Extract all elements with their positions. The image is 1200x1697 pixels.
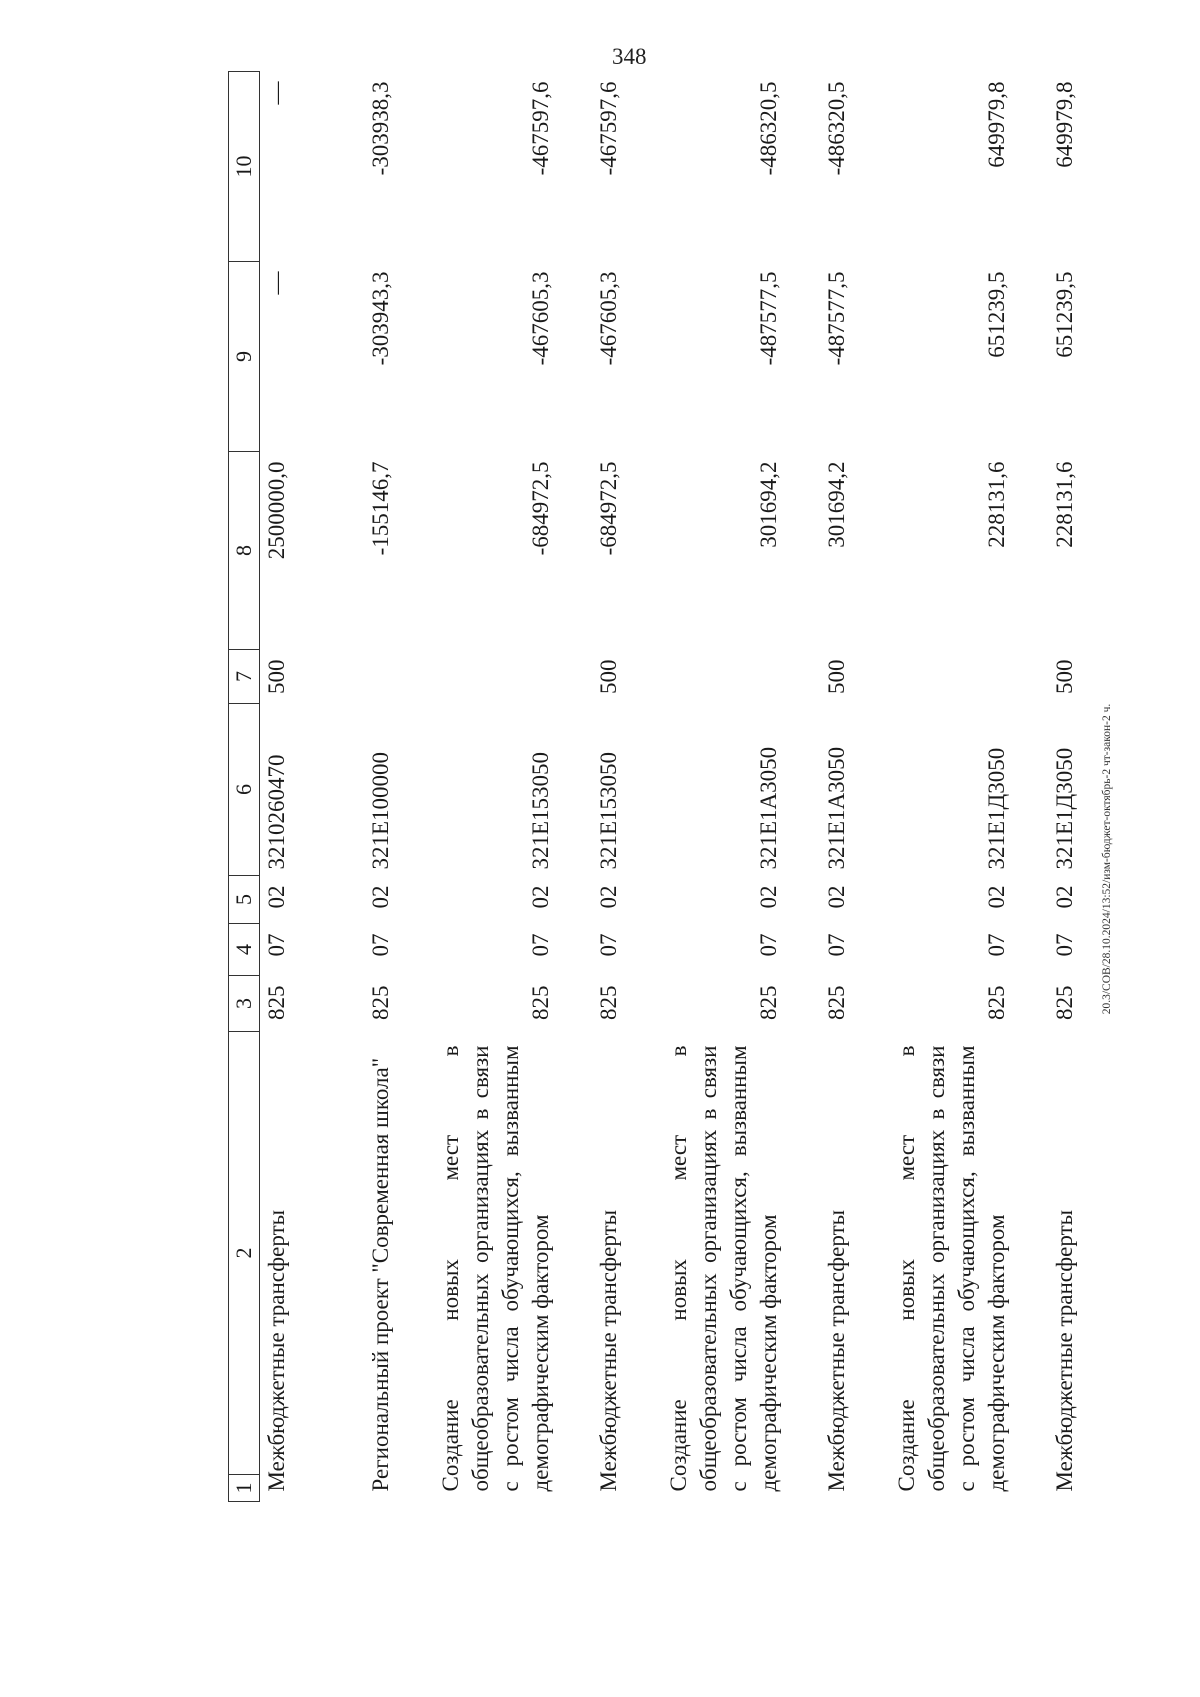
cell-c5: 02 bbox=[527, 885, 553, 909]
row-description: Региональный проект "Современная школа" bbox=[367, 1057, 393, 1492]
cell-c7: 500 bbox=[595, 659, 621, 694]
cell-c3: 825 bbox=[823, 985, 849, 1020]
rotated-table-container bbox=[228, 72, 1100, 1502]
cell-c4: 07 bbox=[1051, 933, 1077, 957]
cell-c3: 825 bbox=[1051, 985, 1077, 1020]
cell-c9: -303943,3 bbox=[367, 271, 393, 366]
header-col-3: 3 bbox=[229, 976, 260, 1032]
cell-c5: 02 bbox=[823, 885, 849, 909]
table-row bbox=[1012, 72, 1080, 1502]
cell-c6: 321E1Д3050 bbox=[983, 747, 1009, 870]
cell-c8: -155146,7 bbox=[367, 461, 393, 556]
cell-c6: 321E1Д3050 bbox=[1051, 747, 1077, 870]
cell-c5: 02 bbox=[755, 885, 781, 909]
cell-c9: 651239,5 bbox=[1051, 271, 1077, 358]
cell-c10: — bbox=[264, 81, 289, 105]
header-col-5: 5 bbox=[229, 876, 260, 924]
cell-c6: 321E153050 bbox=[527, 751, 553, 870]
cell-c5: 02 bbox=[264, 885, 289, 909]
cell-c4: 07 bbox=[264, 933, 289, 957]
cell-c10: 649979,8 bbox=[1051, 81, 1077, 168]
cell-c9: -487577,5 bbox=[755, 271, 781, 366]
header-col-1-2 bbox=[229, 1032, 260, 1502]
cell-c8: 301694,2 bbox=[823, 461, 849, 548]
cell-c7: 500 bbox=[264, 659, 289, 694]
table-row bbox=[396, 72, 556, 1502]
cell-c3: 825 bbox=[595, 985, 621, 1020]
cell-c8: -684972,5 bbox=[595, 461, 621, 556]
cell-c6: 3210260470 bbox=[264, 754, 289, 870]
cell-c7: 500 bbox=[823, 659, 849, 694]
row-description: Межбюджетные трансферты bbox=[595, 1209, 621, 1492]
cell-c10: -486320,5 bbox=[755, 81, 781, 176]
cell-c4: 07 bbox=[983, 933, 1009, 957]
row-description: Межбюджетные трансферты bbox=[823, 1209, 849, 1492]
cell-c8: 228131,6 bbox=[1051, 461, 1077, 548]
row-description: Межбюджетные трансферты bbox=[1051, 1209, 1077, 1492]
cell-c9: 651239,5 bbox=[983, 271, 1009, 358]
cell-c8: 301694,2 bbox=[755, 461, 781, 548]
cell-c10: 649979,8 bbox=[983, 81, 1009, 168]
cell-c7 bbox=[852, 650, 1012, 704]
table-row bbox=[296, 72, 396, 1502]
cell-c5: 02 bbox=[367, 885, 393, 909]
cell-c6: 321E153050 bbox=[595, 751, 621, 870]
cell-c6: 321E1A3050 bbox=[823, 746, 849, 870]
header-col-9: 9 bbox=[229, 262, 260, 452]
cell-c10: -467597,6 bbox=[595, 81, 621, 176]
cell-c7 bbox=[396, 650, 556, 704]
table-row bbox=[556, 72, 624, 1502]
cell-c7: 500 bbox=[1051, 659, 1077, 694]
cell-c7 bbox=[296, 650, 396, 704]
row-description: Межбюджетные трансферты bbox=[264, 1209, 289, 1492]
cell-c9: -487577,5 bbox=[823, 271, 849, 366]
cell-c5: 02 bbox=[595, 885, 621, 909]
document-footer-code: 20.3/СОВ/28.10.2024/13:52/изм-бюджет-октябрь-2 чт-закон-2 ч. bbox=[1101, 703, 1113, 1015]
header-col-10: 10 bbox=[229, 72, 260, 262]
cell-c5: 02 bbox=[983, 885, 1009, 909]
cell-c8: -684972,5 bbox=[527, 461, 553, 556]
row-description: Создание новых мест в общеобразовательных организациях в связи с ростом числа обучающихся, вызванным демографическим фактором bbox=[437, 1045, 553, 1492]
cell-c10: -467597,6 bbox=[527, 81, 553, 176]
cell-c10: -486320,5 bbox=[823, 81, 849, 176]
cell-c6: 321E1A3050 bbox=[755, 746, 781, 870]
table-row bbox=[784, 72, 852, 1502]
header-col-2: 2 bbox=[231, 1247, 256, 1259]
header-col-7: 7 bbox=[229, 650, 260, 704]
table-row bbox=[852, 72, 1012, 1502]
cell-c3: 825 bbox=[755, 985, 781, 1020]
page-number: 348 bbox=[612, 44, 647, 69]
cell-c4: 07 bbox=[823, 933, 849, 957]
cell-c9: — bbox=[264, 271, 289, 295]
cell-c4: 07 bbox=[595, 933, 621, 957]
table-row bbox=[624, 72, 784, 1502]
table-header-row bbox=[229, 72, 260, 1502]
cell-c3: 825 bbox=[983, 985, 1009, 1020]
cell-c3: 825 bbox=[264, 985, 289, 1020]
table-row bbox=[260, 72, 296, 1502]
cell-c4: 07 bbox=[527, 933, 553, 957]
cell-c8: 228131,6 bbox=[983, 461, 1009, 548]
cell-c3: 825 bbox=[367, 985, 393, 1020]
budget-table bbox=[228, 71, 1080, 1502]
cell-c5: 02 bbox=[1051, 885, 1077, 909]
header-col-4: 4 bbox=[229, 924, 260, 976]
row-description: Создание новых мест в общеобразовательных организациях в связи с ростом числа обучающихся, вызванным демографическим фактором bbox=[893, 1045, 1009, 1492]
cell-c9: -467605,3 bbox=[595, 271, 621, 366]
cell-c7 bbox=[624, 650, 784, 704]
cell-c9: -467605,3 bbox=[527, 271, 553, 366]
cell-c6: 321E100000 bbox=[367, 751, 393, 870]
header-col-8: 8 bbox=[229, 452, 260, 650]
row-description: Создание новых мест в общеобразовательных организациях в связи с ростом числа обучающихся, вызванным демографическим фактором bbox=[665, 1045, 781, 1492]
header-col-1: 1 bbox=[229, 1474, 259, 1501]
cell-c10: -303938,3 bbox=[367, 81, 393, 176]
header-col-6: 6 bbox=[229, 704, 260, 876]
cell-c3: 825 bbox=[527, 985, 553, 1020]
cell-c8: 2500000,0 bbox=[264, 461, 289, 560]
cell-c4: 07 bbox=[367, 933, 393, 957]
cell-c4: 07 bbox=[755, 933, 781, 957]
